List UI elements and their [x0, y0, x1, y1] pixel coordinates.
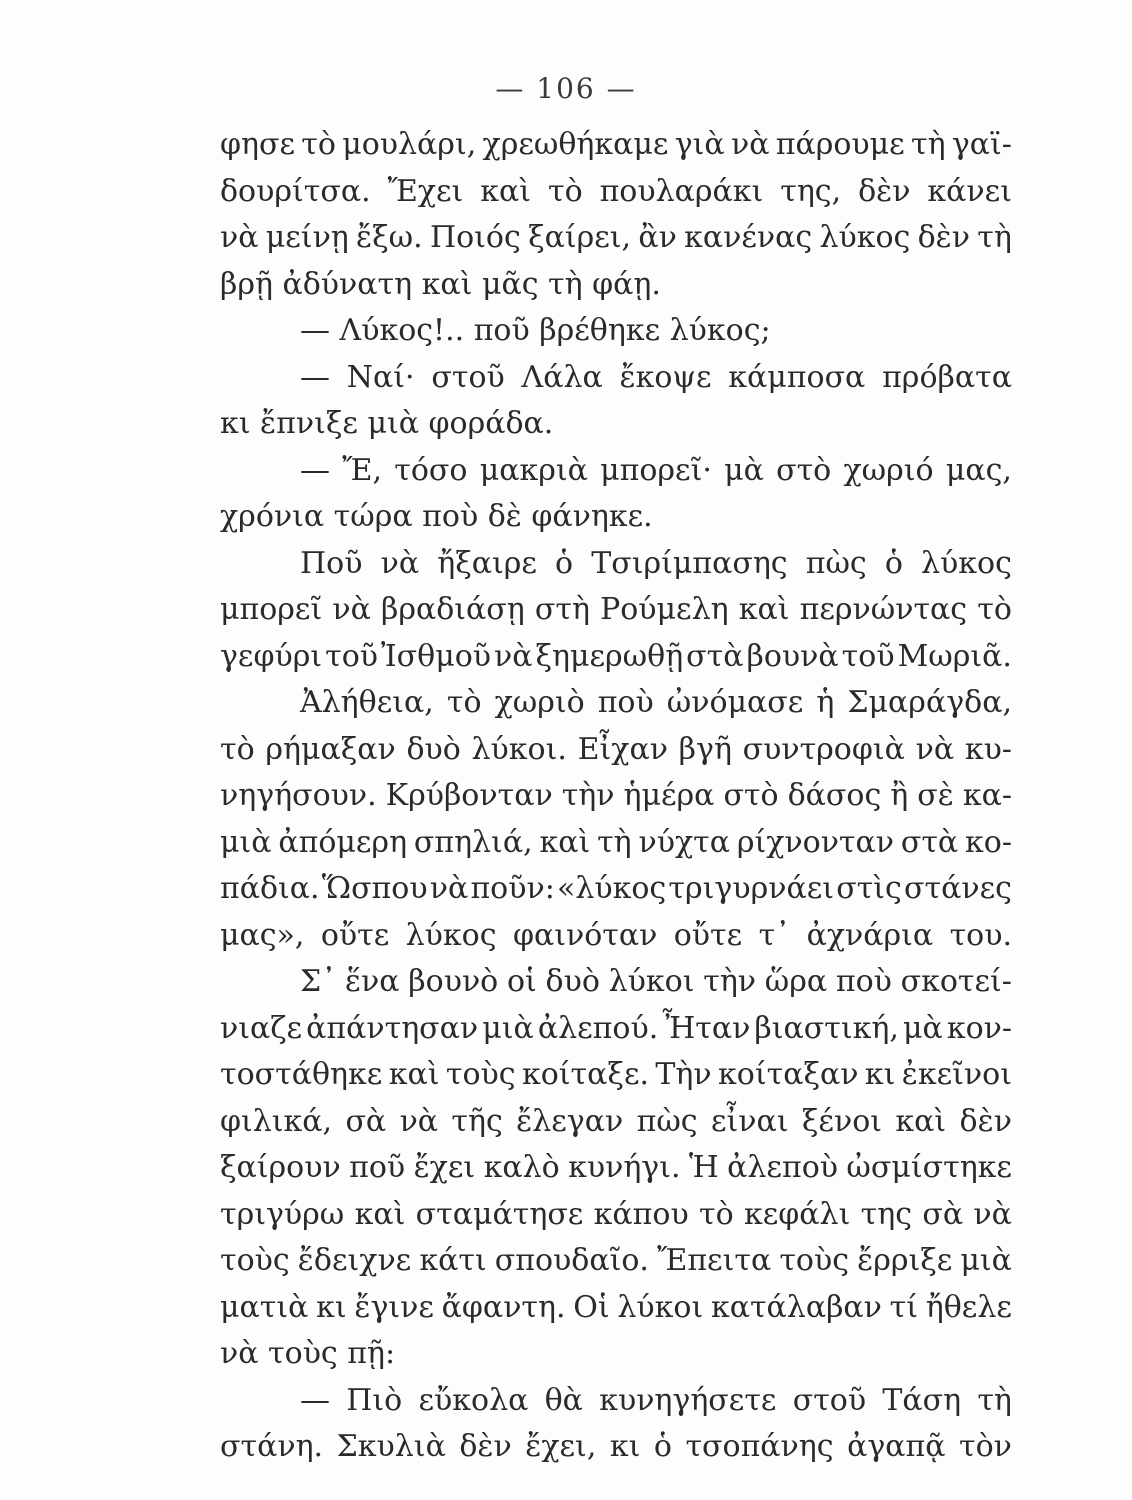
word: τὸν — [959, 1429, 1012, 1464]
word: σὰ — [345, 1103, 387, 1139]
word: ἤθελε — [925, 1289, 1012, 1325]
word: μπορεῖ — [220, 592, 323, 627]
word: ἡμέρα — [623, 778, 715, 813]
word: οὔτε — [320, 917, 390, 953]
word: τὴν — [561, 778, 615, 813]
text-line — [220, 448, 1012, 495]
text-line — [220, 122, 1012, 169]
word: τσοπάνης — [685, 1429, 834, 1464]
word: ἔξω. — [356, 220, 423, 255]
word: βιαστική, — [754, 1010, 899, 1046]
text-line — [220, 355, 1012, 402]
word: κυνηγήσετε — [599, 1382, 777, 1418]
word: ἤξαιρε — [437, 545, 537, 581]
word: στοῦ — [792, 1382, 867, 1418]
word: λύκος — [819, 220, 911, 255]
word: ποῦν: — [470, 871, 555, 906]
word: βραδιάσῃ — [380, 592, 525, 627]
word: της — [860, 1196, 913, 1232]
word: τὸ — [977, 592, 1012, 627]
word: ξένοι — [801, 1103, 883, 1139]
word: καλὸ — [483, 1150, 560, 1185]
word: τόσο — [394, 452, 468, 488]
text-line — [220, 1285, 1012, 1332]
word: νὰ — [915, 731, 955, 767]
word: — — [300, 1382, 330, 1418]
word: δυὸ — [545, 964, 600, 999]
line-text: βρῇ ἀδύνατη καὶ μᾶς τὴ φάῃ. — [220, 266, 661, 302]
word: μὰ — [902, 1010, 943, 1046]
word: του. — [949, 917, 1012, 953]
word: μιὰ — [960, 1243, 1012, 1278]
word: καὶ — [388, 1057, 440, 1092]
word: τοστάθηκε — [220, 1057, 383, 1092]
word: ἕνα — [344, 964, 400, 999]
word: φιλικά, — [220, 1103, 333, 1139]
word: κοίταξαν — [718, 1057, 859, 1092]
word: Ναί· — [346, 359, 415, 395]
word: δουρίτσα. — [220, 173, 371, 209]
body-text — [220, 122, 1012, 1471]
text-line — [220, 634, 1012, 681]
word: βουνὸ — [408, 964, 499, 999]
word: στὸ — [776, 452, 832, 488]
word: γαϊ- — [951, 127, 1012, 162]
word: Ρούμελη — [600, 592, 729, 627]
word: Τὴν — [655, 1057, 712, 1092]
text-line — [220, 1238, 1012, 1285]
word: της, — [780, 173, 842, 209]
word: κοίταξε. — [521, 1057, 650, 1092]
word: πουλαράκι — [599, 173, 764, 209]
word: στὴ — [534, 592, 590, 627]
word: μιὰ — [220, 824, 272, 860]
word: Ἔ, — [342, 452, 383, 488]
word: ὁ — [653, 1429, 672, 1464]
word: κο- — [965, 824, 1012, 860]
word: Σμαράγδα, — [847, 685, 1012, 720]
word: γεφύρι — [220, 638, 323, 674]
word: μείνῃ — [265, 220, 349, 255]
word: ὠσμίστηκε — [846, 1150, 1012, 1185]
word: τοὺς — [220, 1243, 290, 1278]
text-line — [220, 1192, 1012, 1239]
word: τριγύρω — [220, 1196, 345, 1232]
word: δὲν — [459, 1429, 512, 1464]
word: κάπου — [593, 1196, 689, 1232]
word: περνώντας — [799, 592, 968, 627]
word: στὸ — [723, 778, 779, 813]
text-line — [220, 1099, 1012, 1146]
word: Κρύβονταν — [385, 778, 553, 813]
word: ἔχει, — [525, 1429, 597, 1464]
text-line — [220, 1052, 1012, 1099]
word: ἀγαπᾷ — [847, 1429, 946, 1464]
word: οὔτε — [673, 917, 743, 953]
word: τὴ — [977, 1382, 1012, 1418]
word: ὥρα — [764, 964, 828, 999]
text-line — [220, 1145, 1012, 1192]
text-line — [220, 308, 1012, 355]
word: Πιὸ — [346, 1382, 403, 1418]
word: τ᾿ — [758, 917, 791, 953]
word: Ἀλήθεια, — [300, 685, 434, 720]
word: κατάλαβαν — [710, 1289, 882, 1325]
word: καὶ — [354, 1196, 406, 1232]
word: τὸ — [699, 1196, 734, 1232]
line-text: — Λύκος!.. ποῦ βρέθηκε λύκος; — [300, 313, 771, 348]
word: γιὰ — [674, 127, 725, 162]
word: τοῦ — [841, 638, 895, 674]
word: ἔκοψε — [619, 359, 712, 395]
word: στάνη. — [220, 1429, 324, 1464]
word: νὰ — [973, 1196, 1012, 1232]
text-line — [220, 866, 1012, 913]
word: «λύκος — [557, 871, 667, 906]
word: ἔχει — [413, 1150, 476, 1185]
text-line — [220, 1424, 1012, 1471]
word: λύκος — [921, 545, 1012, 581]
word: σὰ — [922, 1196, 964, 1232]
word: καὶ — [738, 592, 790, 627]
word: εὔκολα — [418, 1382, 529, 1418]
word: σπουδαῖο. — [494, 1243, 649, 1278]
word: Ἰσθμοῦ — [381, 638, 491, 674]
word: τὴ — [977, 220, 1012, 255]
word: Ποῦ — [300, 545, 363, 581]
word: Τάση — [882, 1382, 962, 1418]
word: ματιὰ — [220, 1289, 309, 1325]
word: τῆς — [451, 1103, 503, 1139]
word: καὶ — [895, 1103, 947, 1139]
word: νὰ — [380, 545, 420, 581]
text-line — [220, 262, 1012, 309]
word: λύκοι — [608, 964, 695, 999]
word: κι — [316, 1289, 347, 1325]
word: Σ᾿ — [300, 964, 337, 999]
word: εἶναι — [710, 1103, 789, 1139]
word: πὼς — [636, 1103, 698, 1139]
word: τοὺς — [445, 1057, 516, 1092]
word: τοὺς — [779, 1243, 850, 1278]
word: νὰ — [429, 871, 469, 906]
word: δὲν — [917, 220, 971, 255]
word: καὶ — [539, 824, 591, 860]
word: δάσος — [787, 778, 882, 813]
word: τριγυρνάει — [668, 871, 835, 906]
word: ρίχνονταν — [736, 824, 895, 860]
word: σπηλιά, — [413, 824, 533, 860]
word: τὴ — [597, 824, 632, 860]
word: νὰ — [332, 592, 371, 627]
word: πάδια. — [220, 871, 320, 906]
word: κεφάλι — [744, 1196, 851, 1232]
word: τὸ — [547, 173, 583, 209]
word: κι — [864, 1057, 896, 1092]
word: μπορεῖ· — [600, 452, 712, 488]
word: στὰ — [900, 824, 959, 860]
line-text: χρόνια τώρα ποὺ δὲ φάνηκε. — [220, 499, 653, 534]
word: μακριὰ — [479, 452, 588, 488]
word: χωριό — [843, 452, 934, 488]
word: χρεωθήκαμε — [482, 127, 669, 162]
word: ξαίρουν — [220, 1150, 341, 1185]
word: ποὺ — [835, 964, 892, 999]
word: ἂν — [638, 220, 677, 255]
word: λύκοι. — [471, 731, 567, 767]
word: καὶ — [480, 173, 532, 209]
word: Ποιός — [429, 220, 521, 255]
text-line — [220, 1378, 1012, 1425]
word: θὰ — [544, 1382, 583, 1418]
word: ποὺ — [597, 685, 654, 720]
word: στάνες — [904, 871, 1012, 906]
word: ξημερωθῇ — [535, 638, 684, 674]
text-line — [220, 215, 1012, 262]
word: τὸ — [220, 731, 255, 767]
word: ἀπάντησαν — [306, 1010, 479, 1046]
word: λύκοι — [617, 1289, 704, 1325]
word: κον- — [946, 1010, 1012, 1046]
word: βγῆ — [678, 731, 732, 767]
word: Λάλα — [521, 359, 603, 395]
word: φαινόταν — [512, 917, 658, 953]
word: στὰ — [686, 638, 744, 674]
word: Ἔπειτα — [657, 1243, 772, 1278]
text-line — [220, 587, 1012, 634]
word: ὁ — [884, 545, 903, 581]
word: δυὸ — [406, 731, 461, 767]
line-text: νὰ τοὺς πῇ: — [220, 1336, 396, 1371]
text-line — [220, 959, 1012, 1006]
word: ὠνόμασε — [666, 685, 804, 720]
text-line — [220, 1006, 1012, 1053]
text-line — [220, 401, 1012, 448]
word: σταμάτησε — [415, 1196, 584, 1232]
word: Ὥσπου — [321, 871, 428, 906]
text-line — [220, 680, 1012, 727]
word: τὴ — [910, 127, 946, 162]
word: κάμποσα — [728, 359, 866, 395]
word: πρόβατα — [882, 359, 1012, 395]
word: νὰ — [220, 220, 259, 255]
text-line — [220, 494, 1012, 541]
word: τὴν — [703, 964, 757, 999]
word: νὰ — [494, 638, 533, 674]
word: Ἡ — [688, 1150, 719, 1185]
word: κι — [609, 1429, 641, 1464]
word: κυνήγι. — [568, 1150, 681, 1185]
word: φησε — [220, 127, 295, 162]
word: τὸ — [446, 685, 482, 720]
word: κυ- — [964, 731, 1012, 767]
word: — — [300, 359, 330, 395]
text-line — [220, 169, 1012, 216]
word: οἱ — [506, 964, 537, 999]
page-number: — 106 — — [495, 72, 637, 105]
word: σὲ — [917, 778, 954, 813]
word: δὲν — [858, 173, 911, 209]
text-line — [220, 773, 1012, 820]
word: νύχτα — [638, 824, 730, 860]
word: Ἔχει — [387, 173, 464, 209]
word: ἔδειχνε — [297, 1243, 412, 1278]
word: ξαίρει, — [528, 220, 632, 255]
word: πάρουμε — [775, 127, 905, 162]
word: Μωριᾶ. — [897, 638, 1012, 674]
word: ἀλεπού. — [537, 1010, 659, 1046]
word: ἄφαντη. — [441, 1289, 566, 1325]
word: ἀχνάρια — [806, 917, 934, 953]
word: ἐκεῖνοι — [901, 1057, 1012, 1092]
word: σκοτεί- — [900, 964, 1012, 999]
word: βουνὰ — [746, 638, 839, 674]
word: λύκος — [405, 917, 497, 953]
word: χωριὸ — [494, 685, 585, 720]
text-line — [220, 1331, 1012, 1378]
word: ἔλεγαν — [516, 1103, 624, 1139]
word: νὰ — [399, 1103, 439, 1139]
word: ποῦ — [349, 1150, 406, 1185]
word: ἡ — [816, 685, 835, 720]
word: ἔγινε — [354, 1289, 434, 1325]
word: νιαζε — [220, 1010, 303, 1046]
word: τὸ — [301, 127, 336, 162]
text-line — [220, 727, 1012, 774]
word: ἀπόμερη — [278, 824, 408, 860]
word: κα- — [962, 778, 1012, 813]
word: στοῦ — [431, 359, 505, 395]
word: κάτι — [419, 1243, 487, 1278]
word: νὰ — [730, 127, 770, 162]
word: μιὰ — [482, 1010, 534, 1046]
word: — — [300, 452, 330, 488]
word: συντροφιὰ — [742, 731, 905, 767]
word: ὁ — [555, 545, 574, 581]
word: μουλάρι, — [342, 127, 477, 162]
word: Οἱ — [573, 1289, 610, 1325]
word: Εἶχαν — [577, 731, 668, 767]
word: Σκυλιὰ — [336, 1429, 446, 1464]
word: δὲν — [959, 1103, 1012, 1139]
word: ἢ — [890, 778, 909, 813]
word: ἀλεποὺ — [727, 1150, 838, 1185]
word: ἔρριξε — [857, 1243, 953, 1278]
word: Ἦταν — [662, 1010, 751, 1046]
word: ρήμαξαν — [265, 731, 396, 767]
text-line — [220, 820, 1012, 867]
line-text: κι ἔπνιξε μιὰ φοράδα. — [220, 406, 554, 441]
text-line — [220, 541, 1012, 588]
word: μας, — [945, 452, 1012, 488]
word: τί — [889, 1289, 919, 1325]
text-line — [220, 913, 1012, 960]
word: μας», — [220, 917, 305, 953]
word: νηγήσουν. — [220, 778, 377, 813]
word: πὼς — [805, 545, 867, 581]
word: μὰ — [724, 452, 764, 488]
word: Τσιρίμπασης — [591, 545, 788, 581]
word: κανένας — [684, 220, 813, 255]
word: τοῦ — [325, 638, 379, 674]
word: κάνει — [927, 173, 1012, 209]
word: στὶς — [836, 871, 902, 906]
